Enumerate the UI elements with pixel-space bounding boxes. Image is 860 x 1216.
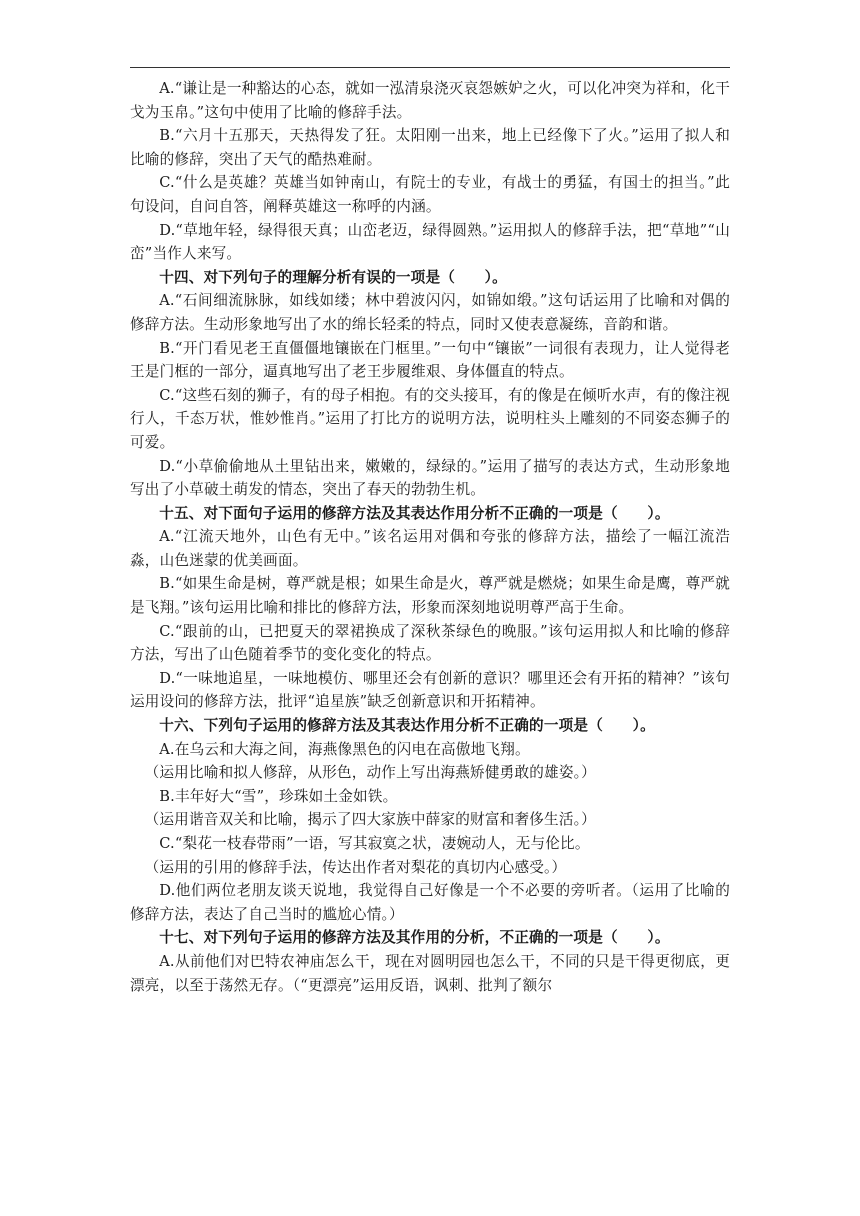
option-note: （运用谐音双关和比喻，揭示了四大家族中薛家的财富和奢侈生活。） bbox=[144, 811, 596, 829]
option-note: （运用的引用的修辞手法，传达出作者对梨花的真切内心感受。） bbox=[144, 858, 567, 876]
option-text: B.“如果生命是树，尊严就是根；如果生命是火，尊严就是燃烧；如果生命是鹰，尊严就是飞翔。”该句运用比喻和排比的修辞方法，形象而深刻地说明尊严高于生命。 bbox=[130, 575, 730, 617]
question-heading: 十四、对下列句子的理解分析有误的一项是（ ）。 bbox=[159, 268, 507, 286]
document-body bbox=[130, 77, 730, 997]
option-text: C.“这些石刻的狮子，有的母子相抱。有的交头接耳，有的像是在倾听水声，有的像注视行人，千态万状，惟妙惟肖。”运用了打比方的说明方法，说明柱头上雕刻的不同姿态狮子的可爱。 bbox=[130, 386, 730, 451]
question-heading: 十六、下列句子运用的修辞方法及其表达作用分析不正确的一项是（ ）。 bbox=[159, 717, 655, 735]
option-text: B.“开门看见老王直僵僵地镶嵌在门框里。”一句中“镶嵌”一词很有表现力，让人觉得老王是门框的一部分，逼真地写出了老王步履维艰、身体僵直的特点。 bbox=[130, 339, 730, 381]
option-text: B.“六月十五那天，天热得发了狂。太阳刚一出来，地上已经像下了火。”运用了拟人和比喻的修辞，突出了天气的酷热难耐。 bbox=[130, 127, 730, 168]
option-text: D.“一味地追星，一味地模仿、哪里还会有创新的意识？哪里还会有开拓的精神？”该句运用设问的修辞方法，批评“追星族”缺乏创新意识和开拓精神。 bbox=[130, 669, 730, 711]
header-divider bbox=[130, 67, 730, 68]
option-text: D.他们两位老朋友谈天说地，我觉得自己好像是一个不必要的旁听者。（运用了比喻的修辞方法，表达了自己当时的尴尬心情。） bbox=[130, 882, 730, 923]
question-heading: 十七、对下列句子运用的修辞方法及其作用的分析，不正确的一项是（ ）。 bbox=[159, 929, 670, 947]
option-text: A.“江流天地外，山色有无中。”该名运用对偶和夸张的修辞方法，描绘了一幅江流浩淼，山色迷蒙的优美画面。 bbox=[130, 528, 730, 569]
option-text: C.“跟前的山，已把夏天的翠裙换成了深秋茶绿色的晚服。”该句运用拟人和比喻的修辞方法，写出了山色随着季节的变化变化的特点。 bbox=[130, 622, 730, 664]
option-text: B.丰年好大“雪”，珍珠如土金如铁。 bbox=[159, 787, 398, 805]
option-text: C.“什么是英雄？英雄当如钟南山，有院士的专业，有战士的勇猛，有国士的担当。”此句设问，自问自答，阐释英雄这一称呼的内涵。 bbox=[130, 174, 730, 215]
question-heading: 十五、对下面句子运用的修辞方法及其表达作用分析不正确的一项是（ ）。 bbox=[159, 504, 670, 522]
option-text: A.在乌云和大海之间，海燕像黑色的闪电在高傲地飞翔。 bbox=[159, 740, 530, 758]
option-text: C.“梨花一枝春带雨”一语，写其寂寞之状，凄婉动人，无与伦比。 bbox=[159, 835, 590, 852]
option-text: A.“石间细流脉脉，如线如缕；林中碧波闪闪，如锦如缎。”这句话运用了比喻和对偶的修辞方法。生动形象地写出了水的绵长轻柔的特点，同时又使表意凝练，音韵和谐。 bbox=[130, 292, 730, 333]
option-text: D.“小草偷偷地从土里钻出来，嫩嫩的，绿绿的。”运用了描写的表达方式，生动形象地写出了小草破土萌发的情态，突出了春天的勃勃生机。 bbox=[130, 457, 730, 499]
option-text: D.“草地年轻，绿得很天真；山峦老迈，绿得圆熟。”运用拟人的修辞手法，把“草地”“山峦”当作人来写。 bbox=[130, 221, 730, 263]
option-note: （运用比喻和拟人修辞，从形色，动作上写出海燕矫健勇敢的雄姿。） bbox=[144, 764, 596, 782]
option-text: A.从前他们对巴特农神庙怎么干，现在对圆明园也怎么干，不同的只是干得更彻底，更漂亮，以至于荡然无存。（“更漂亮”运用反语，讽刺、批判了额尔 bbox=[130, 952, 730, 994]
option-text: A.“谦让是一种豁达的心态，就如一泓清泉浇灭哀怨嫉妒之火，可以化冲突为祥和，化干戈为玉帛。”这句中使用了比喻的修辞手法。 bbox=[130, 80, 730, 121]
